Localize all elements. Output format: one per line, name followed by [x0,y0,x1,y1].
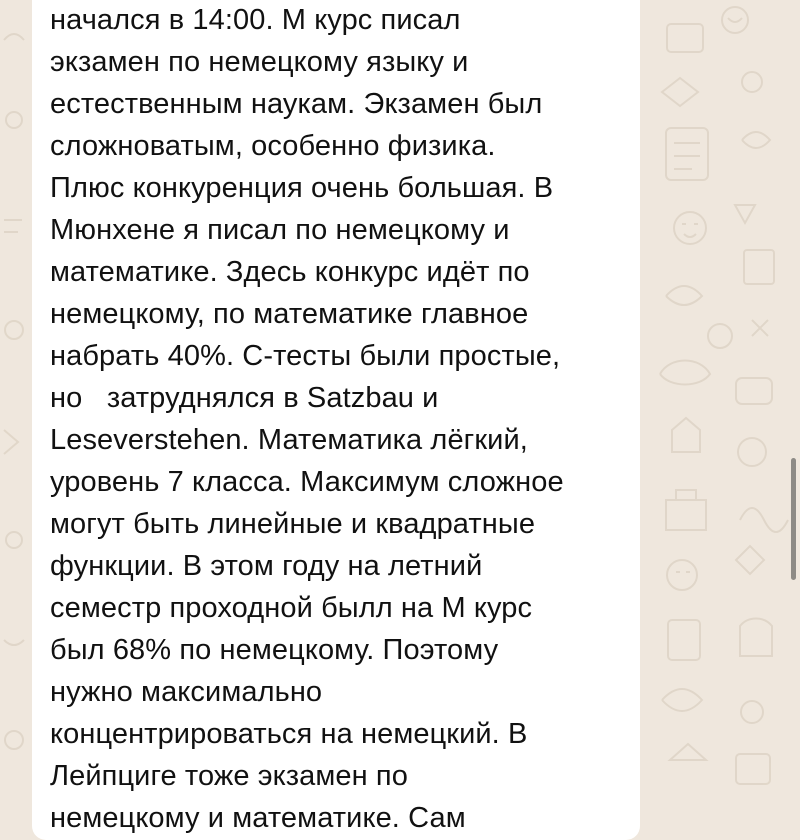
message-line: Лейпциге тоже экзамен по [50,760,408,792]
message-line: естественным наукам. Экзамен был [50,88,543,120]
message-line: но затруднялся в Satzbau и [50,382,439,414]
message-line: был 68% по немецкому. Поэтому [50,634,499,666]
message-line: немецкому, по математике главное [50,298,529,330]
message-line: немецкому и математике. Сам [50,802,466,834]
message-line: Плюс конкуренция очень большая. В [50,172,554,204]
message-line: семестр проходной былл на М курс [50,592,533,624]
message-line: математике. Здесь конкурс идёт по [50,256,530,288]
message-line: экзамен по немецкому языку и [50,46,469,78]
message-line: сложноватым, особенно физика. [50,130,496,162]
message-line: уровень 7 класса. Максимум сложное [50,466,564,498]
message-line: начался в 14:00. М курс писал [50,4,461,36]
message-line: концентрироваться на немецкий. В [50,718,528,750]
message-line: функции. В этом году на летний [50,550,483,582]
message-text [50,0,630,839]
scrollbar-thumb[interactable] [791,458,796,580]
message-line: набрать 40%. С-тесты были простые, [50,340,561,372]
message-bubble[interactable] [32,0,640,840]
message-line: нужно максимально [50,676,323,708]
message-line: могут быть линейные и квадратные [50,508,536,540]
message-line: Leseverstehen. Математика лёгкий, [50,424,528,456]
message-line: Мюнхене я писал по немецкому и [50,214,510,246]
